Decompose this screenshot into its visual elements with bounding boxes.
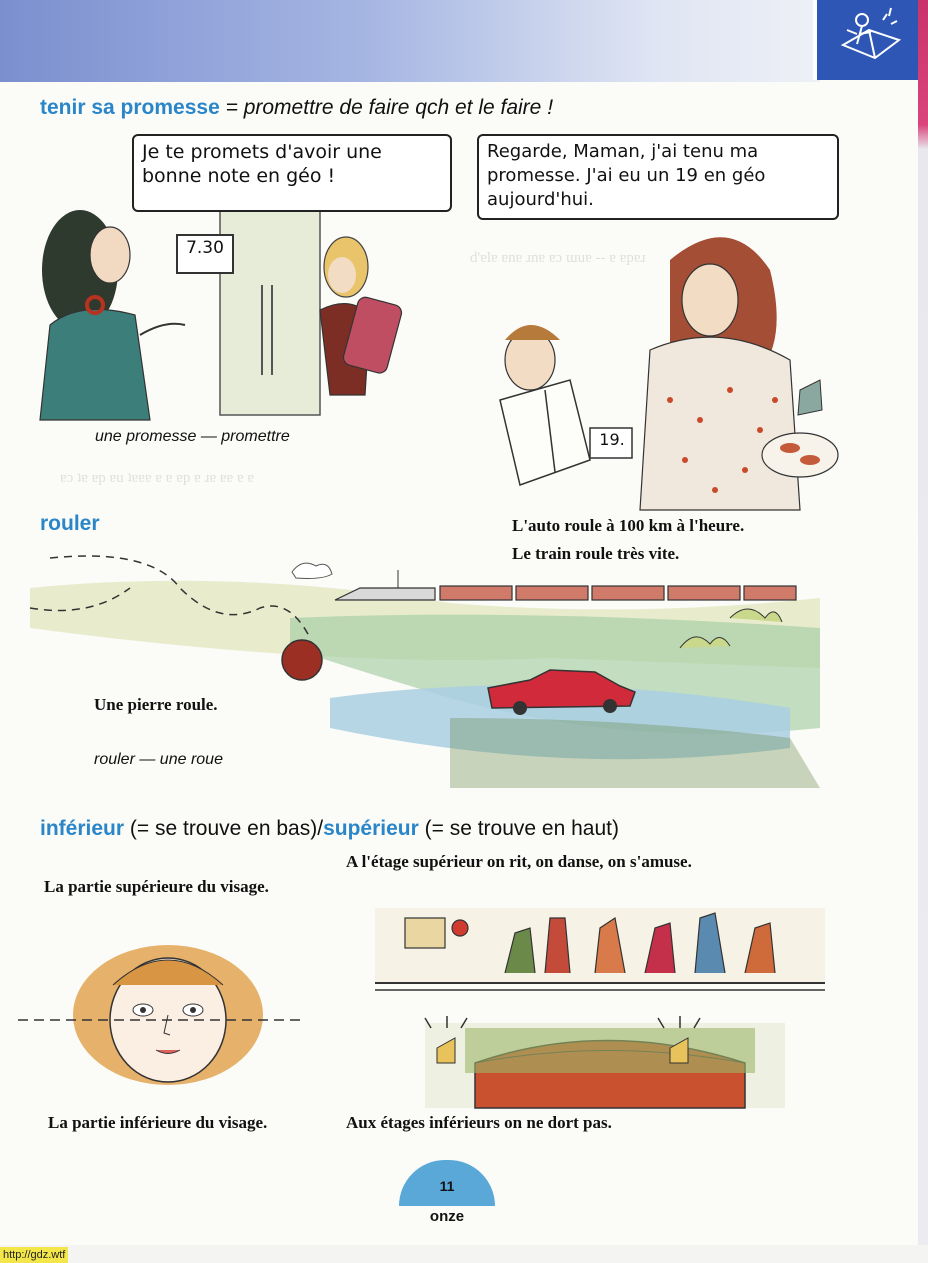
speech-bubble-right — [477, 134, 839, 220]
page-number-word: onze — [429, 1208, 465, 1225]
term-tenir-sa-promesse: tenir sa promesse — [40, 96, 220, 119]
grade-label: 19. — [599, 430, 625, 449]
speech-bubble-right-line-1: Regarde, Maman, j'ai tenu ma — [487, 141, 759, 162]
caption-train: Le train roule très vite. — [512, 544, 680, 563]
speech-bubble-left — [132, 134, 452, 212]
term-superieur: supérieur — [323, 817, 419, 840]
watermark-link[interactable]: http://gdz.wtf — [0, 1247, 68, 1263]
caption-visage-inferieur: La partie inférieure du visage. — [48, 1113, 268, 1132]
caption-pierre: Une pierre roule. — [94, 695, 218, 714]
page-number-tab — [399, 1160, 495, 1206]
illustration-face — [18, 915, 308, 1095]
speech-bubble-left-line-1: Je te promets d'avoir une — [142, 141, 382, 163]
illustration-house-floors — [365, 888, 840, 1113]
page-number: 11 — [439, 1178, 455, 1194]
caption-visage-superieur: La partie supérieure du visage. — [44, 877, 269, 896]
bleed-through-text: ԁ'ɐlɐ ɐnɐ ɹnɐ ɐɔ ɯuɐ -- ɐ ɐpɐɹ — [470, 250, 646, 266]
corner-badge — [813, 0, 924, 80]
definition-superieur: (= se trouve en haut) — [424, 817, 619, 840]
illustration-mother-son-scene — [470, 210, 840, 510]
heading-rouler: rouler — [40, 512, 100, 535]
definition-tenir-sa-promesse: = promettre de faire qch et le faire ! — [225, 96, 554, 119]
page-edge-strip — [918, 0, 928, 1245]
caption-etage-inferieur: Aux étages inférieurs on ne dort pas. — [346, 1113, 612, 1132]
reading-figure-icon — [817, 0, 924, 80]
definition-inferieur: (= se trouve en bas)/ — [129, 817, 324, 840]
term-inferieur: inférieur — [40, 817, 125, 840]
caption-etage-superieur: A l'étage supérieur on rit, on danse, on s'amuse. — [346, 852, 692, 871]
caption-roue: rouler — une roue — [94, 751, 223, 768]
caption-auto: L'auto roule à 100 km à l'heure. — [512, 516, 745, 535]
heading-tenir-sa-promesse — [40, 96, 553, 120]
top-banner — [0, 0, 820, 82]
caption-promesse: une promesse — promettre — [95, 428, 290, 445]
clock-sign: 7.30 — [186, 238, 224, 258]
heading-inferieur-superieur — [40, 817, 619, 841]
speech-bubble-right-line-3: aujourd'hui. — [487, 189, 594, 210]
bleed-through-text: ɐɔ ʇɐ ɐp ɐu ʇɐɐɐ ɐ ɐ ɐp ɐ ɹɐ ɐɐ ɐ ɐ — [60, 470, 255, 486]
speech-bubble-right-line-2: promesse. J'ai eu un 19 en géo — [487, 165, 766, 186]
speech-bubble-left-line-2: bonne note en géo ! — [142, 165, 336, 187]
